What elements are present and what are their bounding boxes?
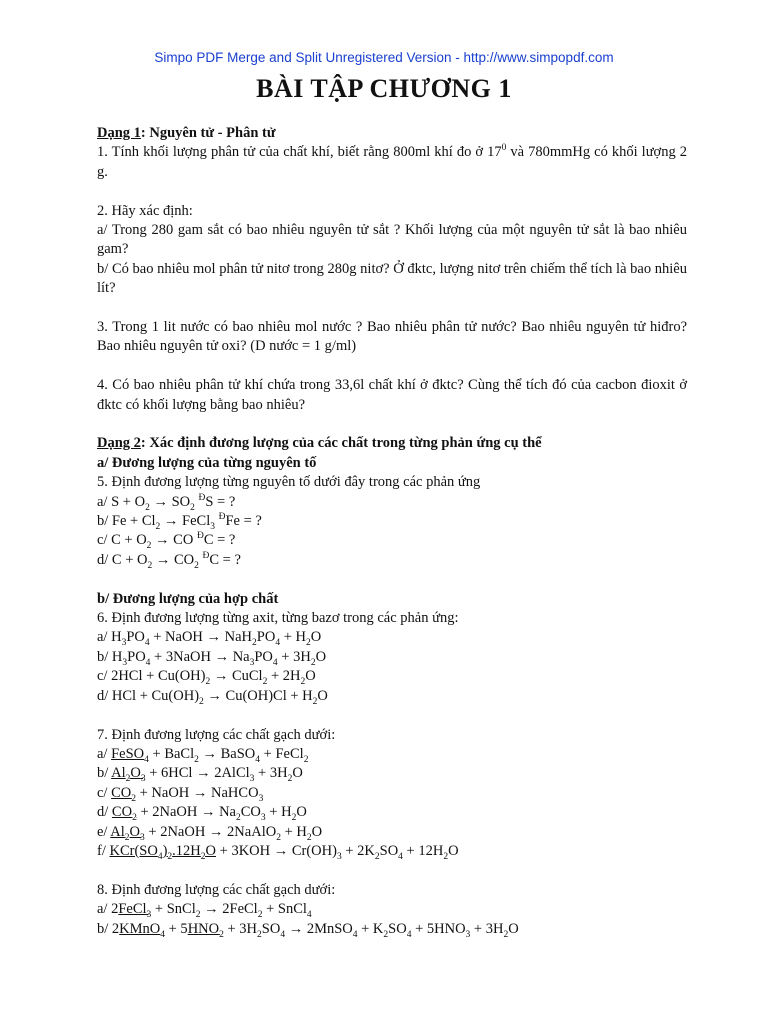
question-5-intro: 5. Định đương lượng từng nguyên tố dưới đây trong các phản ứng	[97, 474, 481, 491]
equation-7f: f/ $KCr(SO_4)_2.12H_2O + 3KOH \to Cr(OH)_3 + 2K_2SO_4 + 12H_2O$	[97, 842, 459, 862]
equation-6b: b/ $H_3PO_4$ + 3NaOH → $Na_3PO_4 + 3H_2O$	[97, 648, 327, 668]
question-6-intro: 6. Định đương lượng từng axit, từng bazơ trong các phản ứng:	[97, 610, 459, 627]
question-1: 1. Tính khối lượng phân tử của chất khí, biết rằng 800ml khí đo ở $17^0$ và 780mmHg có khối lượng 2 g.	[97, 143, 688, 180]
equation-7c: c/ $CO_2$ + NaOH → NaHCO$_3$	[97, 784, 264, 804]
equation-5b: b/ $Fe + Cl_2$ → FeCl$_3$ $^Đ$Fe = ?	[97, 512, 262, 532]
question-2-intro: 2. Hãy xác định:	[97, 202, 193, 219]
equation-6c: c/ $2HCl + Cu(OH)_2$ → CuCl$_2$ + $2H_2O$	[97, 668, 316, 688]
watermark-banner: Simpo PDF Merge and Split Unregistered Version - http://www.simpopdf.com	[154, 50, 614, 65]
question-7-intro: 7. Định đương lượng các chất gạch dưới:	[97, 726, 336, 743]
question-2a: a/ Trong 280 gam sắt có bao nhiêu nguyên tử sắt ? Khối lượng của một nguyên tử sắt là bao nhiêu gam?	[97, 222, 687, 258]
equation-8a: a/ 2FeCl$_3$ + SnCl$_2$ → 2FeCl$_2$ + SnCl$_4$	[97, 901, 312, 921]
section-heading-dang2: Dạng 2: Xác định đương lượng của các chất trong từng phản ứng cụ thể	[97, 435, 542, 452]
equation-8b: b/ 2KMnO$_4$ + $5HNO_2 + 3H_2SO_4$ → 2MnSO$_4$ + $K_2SO_4 + 5HNO_3 + 3H_2O$	[97, 920, 519, 940]
equation-6a: a/ $H_3PO_4$ + NaOH → $NaH_2PO_4 + H_2O$	[97, 629, 322, 649]
exercise-content	[97, 124, 687, 939]
equation-7e: e/ $Al_2O_3$ + 2NaOH → 2NaAlO$_2$ + $H_2O$	[97, 823, 323, 843]
equation-5a: a/ $S + O_2 \to SO_2$ $^Đ$S = ?	[97, 492, 236, 513]
question-2b: b/ Có bao nhiêu mol phân tử nitơ trong 280g nitơ? Ở đktc, lượng nitơ trên chiếm thể tích là bao nhiêu lít?	[97, 260, 687, 297]
equation-7d: d/ $CO_2$ + 2NaOH → $Na_2CO_3 + H_2O$	[97, 804, 307, 824]
section-heading-dang1: Dạng 1: Nguyên tử - Phân tử	[97, 125, 276, 141]
question-8-intro: 8. Định đương lượng các chất gạch dưới:	[97, 881, 336, 898]
subsection-heading-elements: a/ Đương lượng của từng nguyên tố	[97, 454, 317, 471]
equation-7a: a/ FeSO$_4$ + BaCl$_2$ → BaSO$_4$ + FeCl$_2$	[97, 745, 309, 765]
equation-5c: c/ $C + O_2$ → CO $^Đ$C = ?	[97, 531, 236, 552]
question-4: 4. Có bao nhiêu phân tử khí chứa trong 33,6l chất khí ở đktc? Cùng thể tích đó của cacbon đioxit ở đktc có khối lượng bằng bao nhiêu?	[97, 377, 687, 413]
equation-5d: d/ $C + O_2 \to CO_2$ $^Đ$C = ?	[97, 551, 241, 571]
page-title: BÀI TẬP CHƯƠNG 1	[256, 74, 512, 103]
equation-7b: b/ $Al_2O_3 + 6HCl$ → 2AlCl$_3$ + $3H_2O$	[97, 765, 303, 785]
subsection-heading-compounds: b/ Đương lượng của hợp chất	[97, 590, 279, 607]
question-3: 3. Trong 1 lit nước có bao nhiêu mol nước ? Bao nhiêu phân tử nước? Bao nhiêu nguyên tử hiđro? Bao nhiêu nguyên tử oxi? (D nước = 1 g/ml)	[97, 319, 687, 355]
equation-6d: d/ HCl + $Cu(OH)_2 \to Cu(OH)Cl + H_2O$	[97, 687, 328, 707]
